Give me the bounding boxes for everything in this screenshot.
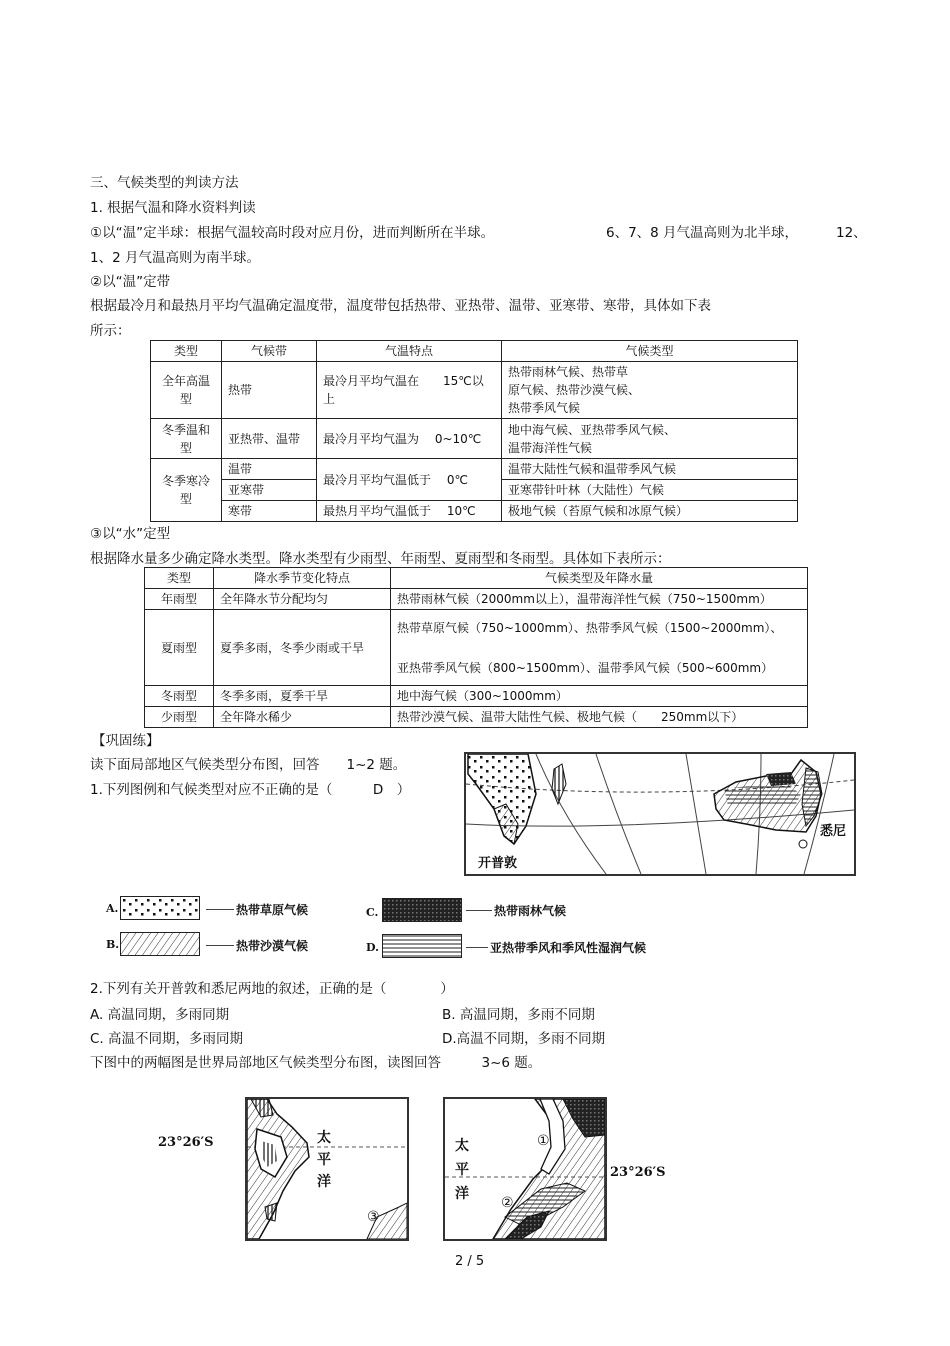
paragraph-3: 1、2 月气温高则为南半球。	[90, 250, 260, 266]
table-cell: 夏季多雨，冬季少雨或干旱	[214, 610, 391, 686]
table-cell: 温带大陆性气候和温带季风气候	[502, 459, 798, 480]
table-cell: 地中海气候、亚热带季风气候、 温带海洋性气候	[502, 419, 798, 459]
legend-a-letter: A.	[106, 902, 119, 915]
temperature-table	[150, 340, 798, 522]
table-header: 气温特点	[317, 341, 502, 362]
paragraph-5: 根据最冷月和最热月平均气温确定温度带，温度带包括热带、亚热带、温带、亚寒带、寒带，具体如下表	[90, 298, 711, 314]
table-cell: 亚热带、温带	[222, 419, 317, 459]
table-cell: 亚寒带针叶林（大陆性）气候	[502, 480, 798, 501]
map-3-latitude-label: 23°26′S	[610, 1165, 666, 1180]
legend-d-swatch	[382, 934, 462, 958]
table-header: 气候类型	[502, 341, 798, 362]
table-cell: 夏雨型	[145, 610, 214, 686]
map-3-ocean-char-1: 太	[455, 1138, 469, 1154]
paragraph-2a: ①以“温”定半球：根据气温较高时段对应月份，进而判断所在半球。	[90, 225, 495, 241]
paragraph-6: 所示：	[90, 323, 131, 339]
question-2-option-a: A. 高温同期，多雨同期	[90, 1007, 230, 1023]
map-3-drawing	[445, 1099, 605, 1239]
table-header: 气候类型及年降水量	[391, 568, 808, 589]
map-2-ocean-char-2: 平	[317, 1152, 331, 1168]
table-cell: 冬季寒冷型	[151, 459, 222, 522]
table-cell: 寒带	[222, 501, 317, 522]
legend-b-leader	[206, 945, 234, 946]
question-2-option-d: D.高温不同期，多雨不同期	[442, 1031, 606, 1047]
legend-c-leader	[466, 910, 492, 911]
table-cell: 最冷月平均气温为 0~10℃	[317, 419, 502, 459]
table-cell: 热带沙漠气候、温带大陆性气候、极地气候（ 250mm以下）	[391, 707, 808, 728]
map-1-drawing	[466, 754, 854, 874]
legend-d-leader	[466, 947, 488, 948]
legend-c-letter: C.	[366, 906, 379, 919]
table-header: 气候带	[222, 341, 317, 362]
climate-map-2	[245, 1097, 409, 1241]
legend-a-swatch	[120, 896, 200, 920]
map-3-ocean-char-2: 平	[455, 1162, 469, 1178]
legend-d-letter: D.	[366, 941, 379, 954]
legend-a-leader	[206, 909, 234, 910]
table-cell: 少雨型	[145, 707, 214, 728]
table-cell: 全年降水稀少	[214, 707, 391, 728]
table-cell: 热带	[222, 362, 317, 419]
legend-b-letter: B.	[106, 938, 120, 951]
climate-map-1	[464, 752, 856, 876]
table-cell: 最冷月平均气温低于 0℃	[317, 459, 502, 501]
legend-b-text: 热带沙漠气候	[236, 939, 309, 953]
map-1-label-capetown: 开普敦	[478, 856, 518, 871]
table-cell: 极地气候（苔原气候和冰原气候）	[502, 501, 798, 522]
map-2-drawing	[247, 1099, 407, 1239]
question-2: 2.下列有关开普敦和悉尼两地的叙述，正确的是（ ）	[90, 981, 454, 997]
table-cell: 冬季多雨，夏季干旱	[214, 686, 391, 707]
practice-label: 【巩固练】	[92, 733, 160, 749]
paragraph-1: 1. 根据气温和降水资料判读	[90, 200, 256, 216]
legend-b-swatch	[120, 932, 200, 956]
map-2-ocean-char-1: 太	[317, 1130, 331, 1146]
paragraph-8: 根据降水量多少确定降水类型。降水类型有少雨型、年雨型、夏雨型和冬雨型。具体如下表所示：	[90, 551, 671, 567]
table-cell: 热带雨林气候（2000mm以上），温带海洋性气候（750~1500mm）	[391, 589, 808, 610]
paragraph-2b: 6、7、8 月气温高则为北半球，	[606, 225, 799, 241]
table-cell: 热带草原气候（750~1000mm）、热带季风气候（1500~2000mm）、 亚热带季风气候（800~1500mm）、温带季风气候（500~600mm）	[391, 610, 808, 686]
table-cell: 年雨型	[145, 589, 214, 610]
precipitation-table	[144, 567, 808, 728]
legend-c-swatch	[382, 898, 462, 922]
section-heading: 三、气候类型的判读方法	[90, 175, 239, 191]
table-cell: 全年高温型	[151, 362, 222, 419]
paragraph-2c: 12、	[836, 225, 867, 241]
page-number: 2 / 5	[455, 1254, 485, 1269]
table-header: 类型	[151, 341, 222, 362]
climate-map-3	[443, 1097, 607, 1241]
map-2-latitude-label: 23°26′S	[158, 1135, 214, 1150]
table-header: 降水季节变化特点	[214, 568, 391, 589]
map-2-ocean-char-3: 洋	[317, 1174, 331, 1190]
table-cell: 冬季温和型	[151, 419, 222, 459]
question-1: 1.下列图例和气候类型对应不正确的是（ D ）	[90, 782, 411, 798]
map-1-label-sydney: 悉尼	[820, 824, 847, 839]
map-3-ocean-char-3: 洋	[455, 1186, 469, 1202]
table-cell: 地中海气候（300~1000mm）	[391, 686, 808, 707]
legend-c-text: 热带雨林气候	[494, 904, 567, 918]
table-cell: 最热月平均气温低于 10℃	[317, 501, 502, 522]
question-2-option-c: C. 高温不同期，多雨同期	[90, 1031, 244, 1047]
map-2-marker-3: ③	[367, 1209, 380, 1225]
table-cell: 全年降水节分配均匀	[214, 589, 391, 610]
paragraph-4: ②以“温”定带	[90, 274, 171, 290]
table-cell: 温带	[222, 459, 317, 480]
table-cell: 冬雨型	[145, 686, 214, 707]
table-cell: 亚寒带	[222, 480, 317, 501]
question-intro: 读下面局部地区气候类型分布图，回答 1~2 题。	[90, 757, 407, 773]
question-3-intro: 下图中的两幅图是世界局部地区气候类型分布图，读图回答 3~6 题。	[90, 1055, 542, 1071]
legend-a-text: 热带草原气候	[236, 903, 309, 917]
table-cell: 热带雨林气候、热带草 原气候、热带沙漠气候、 热带季风气候	[502, 362, 798, 419]
table-cell: 最冷月平均气温在 15℃以上	[317, 362, 502, 419]
map-3-marker-2: ②	[501, 1195, 514, 1211]
table-header: 类型	[145, 568, 214, 589]
question-2-option-b: B. 高温同期，多雨不同期	[442, 1007, 595, 1023]
paragraph-7: ③以“水”定型	[90, 526, 171, 542]
map-3-marker-1: ①	[537, 1133, 550, 1149]
legend-d-text: 亚热带季风和季风性湿润气候	[490, 941, 647, 955]
